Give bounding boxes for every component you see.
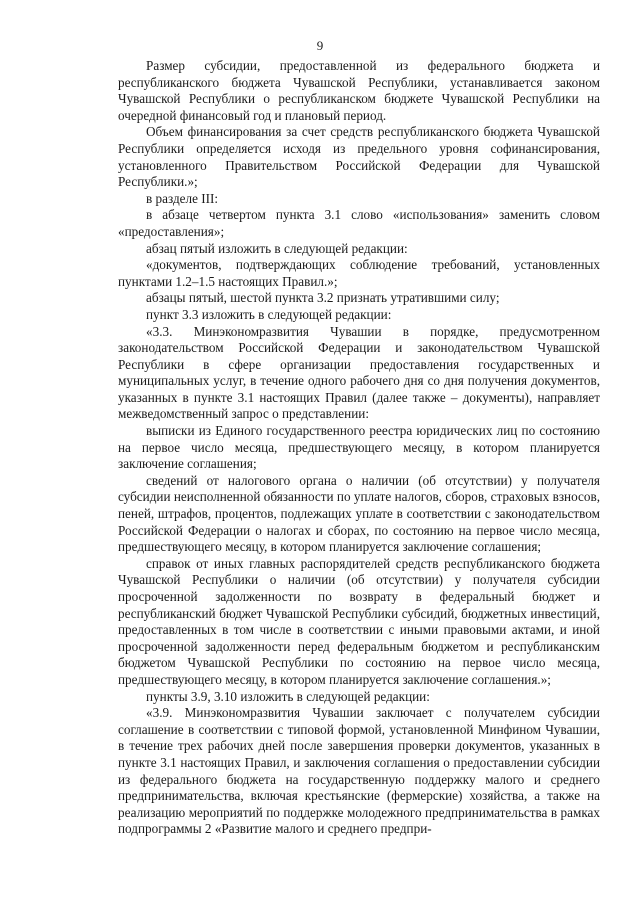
paragraph: справок от иных главных распорядителей средств республиканского бюджета Чувашской Республики о наличии (об отсутствии) у получателя субсидии просроченной задолженности по возврату в федеральный бюджет и республиканский бюджет Чувашской Республики субсидий, бюджетных инвестиций, предоставленных в том числе в соответствии с иными правовыми актами, и иной просроченной задолженности перед федеральным бюджетом и республиканским бюджетом Чувашской Республики по состоянию на первое число месяца, предшествующего месяцу, в котором планируется заключение соглашения.»; bbox=[118, 555, 600, 687]
paragraph: в абзаце четвертом пункта 3.1 слово «использования» заменить словом «предоставления»; bbox=[118, 207, 600, 239]
page-number: 9 bbox=[316, 38, 324, 53]
paragraph: абзац пятый изложить в следующей редакции: bbox=[146, 240, 408, 256]
paragraph: пункты 3.9, 3.10 изложить в следующей редакции: bbox=[146, 688, 430, 704]
paragraph: Объем финансирования за счет средств республиканского бюджета Чувашской Республики определяется исходя из предельного уровня софинансирования, установленного Правительством Российской Федерации для Чувашской Республики.»; bbox=[118, 124, 600, 190]
paragraph: «3.3. Минэкономразвития Чувашии в порядке, предусмотренном законодательством Российской Федерации и законодательством Чувашской Республики в сфере организации предоставления государственных и муниципальных услуг, в течение одного рабочего дня со дня получения документов, указанных в пункте 3.1 настоящих Правил (далее также – документы), направляет межведомственный запрос о представлении: bbox=[118, 323, 600, 422]
paragraph: Размер субсидии, предоставленной из федерального бюджета и республиканского бюджета Чувашской Республики, устанавливается законом Чувашской Республики о республиканском бюджете Чувашской Республики на очередной финансовый год и плановый период. bbox=[118, 58, 600, 123]
paragraph: абзацы пятый, шестой пункта 3.2 признать утратившими силу; bbox=[146, 290, 500, 306]
paragraph: «3.9. Минэкономразвития Чувашии заключает с получателем субсидии соглашение в соответствии с типовой формой, установленной Минфином Чувашии, в течение трех рабочих дней после завершения проверки документов, указанных в пункте 3.1 настоящих Правил, и заключения соглашения о предоставлении субсидии из федерального бюджета на государственную поддержку малого и среднего предпринимательства, включая крестьянские (фермерские) хозяйства, а также на реализацию мероприятий по поддержке молодежного предпринимательства в рамках подпрограммы 2 «Развитие малого и среднего предпри- bbox=[118, 705, 600, 837]
paragraph: выписки из Единого государственного реестра юридических лиц по состоянию на первое число месяца, предшествующего месяцу, в котором планируется заключение соглашения; bbox=[118, 423, 600, 472]
paragraph: пункт 3.3 изложить в следующей редакции: bbox=[146, 306, 392, 322]
paragraph: «документов, подтверждающих соблюдение требований, установленных пунктами 1.2–1.5 настоящих Правил.»; bbox=[118, 257, 600, 289]
paragraph: сведений от налогового органа о наличии (об отсутствии) у получателя субсидии неисполненной обязанности по уплате налогов, сборов, страховых взносов, пеней, штрафов, процентов, подлежащих уплате в соответствии с законодательством Российской Федерации о налогах и сборах, по состоянию на первое число месяца, предшествующего месяцу, в котором планируется заключение соглашения; bbox=[118, 472, 600, 555]
document-body bbox=[118, 58, 600, 838]
paragraph: в разделе III: bbox=[146, 190, 219, 206]
